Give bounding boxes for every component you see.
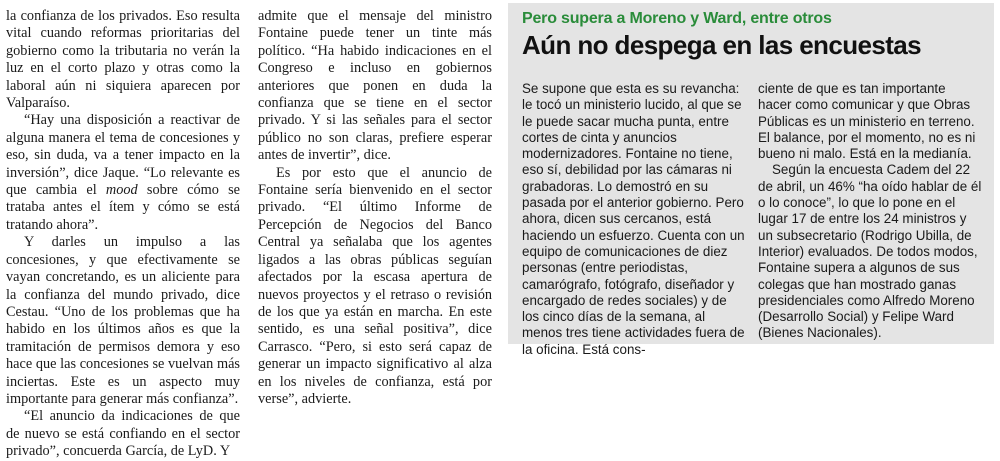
text-run: sobre cómo se trataba antes el ítem y cómo se está tratando ahora”. (6, 182, 240, 233)
paragraph (6, 112, 240, 234)
text-run: “Hay una disposición a reactivar de alguna manera el tema de concesiones y eso, sin duda, va a tener impacto en la inversión”, dice Jaque. “Lo relevante es que cambia el (6, 112, 240, 199)
article-column-1 (6, 8, 240, 461)
paragraph: admite que el mensaje del ministro Fontaine puede tener un tinte más político. “Ha habido indicaciones en el Congreso e incluso en gobiernos anteriores que ponen en duda la confianza que se tiene en el sector privado. Y si las señales para el sector público no son claras, prefiere esperar antes de invertir”, dice. (258, 8, 492, 164)
sidebar-kicker: Pero supera a Moreno y Ward, entre otros (522, 10, 832, 27)
paragraph: Es por esto que el anuncio de Fontaine sería bienvenido en el sector privado. “El último Informe de Percepción de Negocios del Banco Central ya señalaba que los agentes ligados a las obras públicas seguían afectados por la escasa apertura de nuevos proyectos y el retraso o revisión de los que ya están en marcha. En este sentido, es una señal positiva”, dice Carrasco. “Pero, si esto será capaz de generar un impacto significativo al alza en los niveles de confianza, está por verse”, advierte. (258, 164, 492, 407)
paragraph: la confianza de los privados. Eso resulta vital cuando reformas prioritarias del gobierno como la tributaria no verán la luz en el corto plazo y otras como la laboral aún ni siquiera aparecen por Valparaíso. (6, 8, 240, 112)
sidebar-box (508, 3, 994, 357)
italic-word: mood (105, 182, 138, 199)
sidebar-headline: Aún no despega en las encuestas (522, 30, 921, 60)
paragraph: Según la encuesta Cadem del 22 de abril, un 46% “ha oído hablar de él o lo conoce”, lo que lo pone en el lugar 17 de entre los 24 ministros y un subsecretario (Rodrigo Ubilla, de Interior) evaluados. De todos modos, Fontaine supera a algunos de sus colegas que han mostrado ganas presidenciales como Alfredo Moreno (Desarrollo Social) y Felipe Ward (Bienes Nacionales). (758, 162, 982, 341)
paragraph: “El anuncio da indicaciones de que de nuevo se está confiando en el sector privado”, concuerda García, de LyD. Y (6, 408, 240, 460)
sidebar-columns (522, 81, 982, 358)
sidebar-column-1 (522, 81, 746, 358)
paragraph: Se supone que esta es su revancha: le tocó un ministerio lucido, al que se le puede sacar mucha punta, entre cortes de cinta y anuncios modernizadores. Fontaine no tiene, eso sí, debilidad por las cámaras ni grabadoras. Lo demostró en su pasada por el anterior gobierno. Pero ahora, dicen sus cercanos, está haciendo un esfuerzo. Cuenta con un equipo de comunicaciones de diez personas (entre periodistas, camarógrafo, fotógrafo, diseñador y encargado de redes sociales) y de los cinco días de la semana, al menos tres tiene actividades fuera de la oficina. Está cons- (522, 81, 745, 357)
paragraph: ciente de que es tan importante hacer como comunicar y que Obras Públicas es un ministerio en terreno. El balance, por el momento, no es ni bueno ni malo. Está en la medianía. (758, 81, 976, 162)
paragraph: Y darles un impulso a las concesiones, y que efectivamente se vayan concretando, es un aliciente para la confianza del mundo privado, dice Cestau. “Uno de los problemas que ha habido en los últimos años es que la tramitación de permisos demora y eso hace que las concesiones se vuelvan más inciertas. Este es un aspecto muy importante para generar más confianza”. (6, 234, 240, 407)
sidebar-column-2 (758, 81, 982, 358)
article-column-2 (258, 8, 492, 408)
